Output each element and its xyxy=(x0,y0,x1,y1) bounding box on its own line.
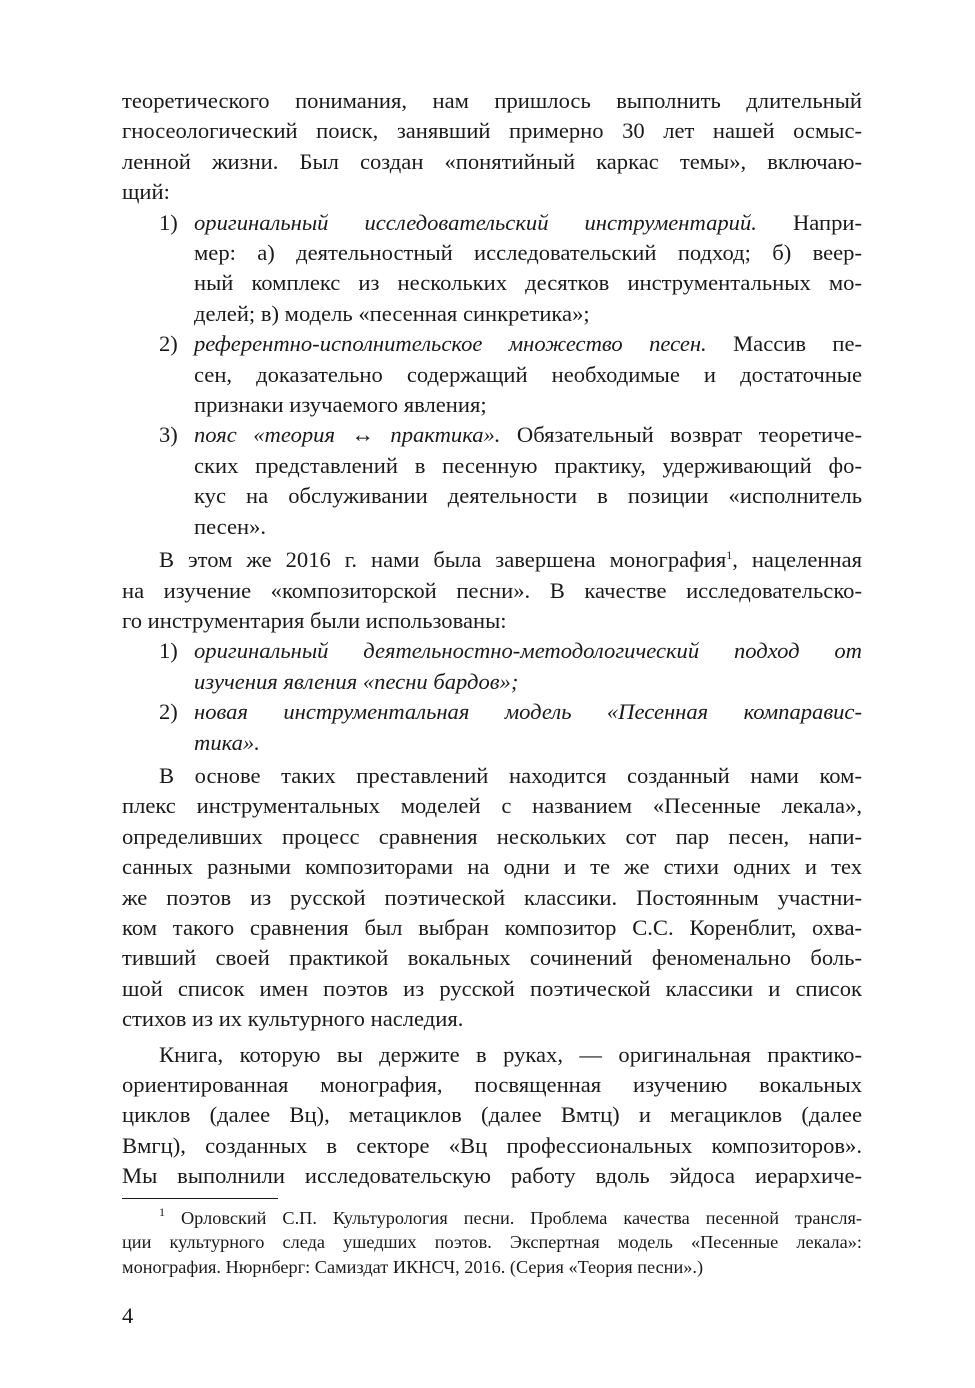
text-line: ских представлений в песенную практику, удерживающий фо- xyxy=(194,452,862,478)
list-text: Обязательный возврат теоретиче- xyxy=(500,422,862,448)
text-line: циклов (далее Вц), метациклов (далее Вмтц) и мегациклов (далее xyxy=(122,1102,862,1128)
list-term: оригинальный исследовательский инструментарий. xyxy=(194,209,757,235)
text-line: монография. Нюрнберг: Самиздат ИКНСЧ, 2016. (Серия «Теория песни».) xyxy=(122,1256,704,1277)
text-line: ный комплекс из нескольких десятков инструментальных мо- xyxy=(194,270,862,296)
list-text: Напри- xyxy=(756,209,862,235)
paragraph-basis xyxy=(122,761,862,1035)
text-line: же поэтов из русской поэтической классики. Постоянным участни- xyxy=(122,884,862,910)
footnote-divider xyxy=(122,1198,278,1199)
text-line: плекс инструментальных моделей с названием «Песенные лекала», xyxy=(122,793,862,819)
text-line: щий: xyxy=(122,179,170,205)
text-segment: , нацеленная xyxy=(732,547,862,573)
text-line: ции культурного следа ушедших поэтов. Экспертная модель «Песенные лекала»: xyxy=(122,1232,862,1253)
list-term: пояс «теория ↔ практика». xyxy=(194,422,501,448)
text-line: изучения явления «песни бардов»; xyxy=(194,668,519,694)
footnote-ref: 1 xyxy=(726,548,733,563)
text-line: ориентированная монография, посвященная изучению вокальных xyxy=(122,1072,862,1097)
list-number: 3) xyxy=(159,422,178,448)
list-text: Массив пе- xyxy=(706,331,862,357)
footnote xyxy=(122,1206,862,1279)
text-line: Вмгц), созданных в секторе «Вц профессиональных композиторов». xyxy=(122,1132,862,1158)
text-line: В основе таких преставлений находится созданный нами ком- xyxy=(159,762,862,788)
text-line: новая инструментальная модель «Песенная компаравис- xyxy=(194,699,862,725)
paragraph-monograph xyxy=(122,545,862,636)
text-line: оригинальный деятельностно-методологический подход от xyxy=(194,638,862,664)
text-segment: В этом же 2016 г. нами была завершена монография xyxy=(159,547,727,573)
list-item xyxy=(122,697,862,758)
list-number: 2) xyxy=(159,331,178,357)
list-term: референтно-исполнительское множество песен. xyxy=(194,331,707,357)
list-number: 1) xyxy=(159,638,178,664)
list-item xyxy=(122,636,862,697)
text-line: теоретического понимания, нам пришлось выполнить длительный xyxy=(122,88,862,113)
text-line: сен, доказательно содержащий необходимые и достаточные xyxy=(194,361,862,387)
text-line: шой список имен поэтов из русской поэтической классики и список xyxy=(122,975,862,1001)
text-segment: Орловский С.П. Культурология песни. Проблема качества песенной трансля- xyxy=(165,1208,862,1228)
text-line: делей; в) модель «песенная синкретика»; xyxy=(194,300,590,326)
text-line: тивший своей практикой вокальных сочинений феноменально боль- xyxy=(122,945,862,971)
text-line: Мы выполнили исследовательскую работу вдоль эйдоса иерархиче- xyxy=(122,1163,862,1189)
text-line: ком такого сравнения был выбран композитор С.С. Коренблит, охва- xyxy=(122,914,862,940)
text-line: го инструментария были использованы: xyxy=(122,607,507,633)
text-line: ленной жизни. Был создан «понятийный каркас темы», включаю- xyxy=(122,148,862,174)
page-body xyxy=(122,86,862,1192)
page-number: 4 xyxy=(122,1303,134,1328)
paragraph-intro xyxy=(122,86,862,208)
text-line: кус на обслуживании деятельности в позиции «исполнитель xyxy=(194,483,862,509)
text-line: определивших процесс сравнения нескольких сот пар песен, напи- xyxy=(122,823,862,849)
text-line: тика». xyxy=(194,729,260,755)
text-line: санных разными композиторами на одни и те же стихи одних и тех xyxy=(122,854,862,880)
list-number: 2) xyxy=(159,699,178,725)
text-line: мер: а) деятельностный исследовательский подход; б) веер- xyxy=(194,240,862,266)
footnote-marker: 1 xyxy=(159,1205,165,1219)
text-line: признаки изучаемого явления; xyxy=(194,392,487,418)
text-line: Книга, которую вы держите в руках, — оригинальная практико- xyxy=(159,1041,862,1067)
list-item xyxy=(122,208,862,330)
paragraph-book xyxy=(122,1040,862,1192)
list-item xyxy=(122,329,862,420)
text-line: на изучение «композиторской песни». В качестве исследовательско- xyxy=(122,577,862,603)
text-line: песен». xyxy=(194,513,267,539)
text-line: стихов из их культурного наследия. xyxy=(122,1006,464,1032)
list-number: 1) xyxy=(159,209,178,235)
list-item xyxy=(122,420,862,542)
text-line: гносеологический поиск, занявший примерно 30 лет нашей осмыс- xyxy=(122,118,862,144)
